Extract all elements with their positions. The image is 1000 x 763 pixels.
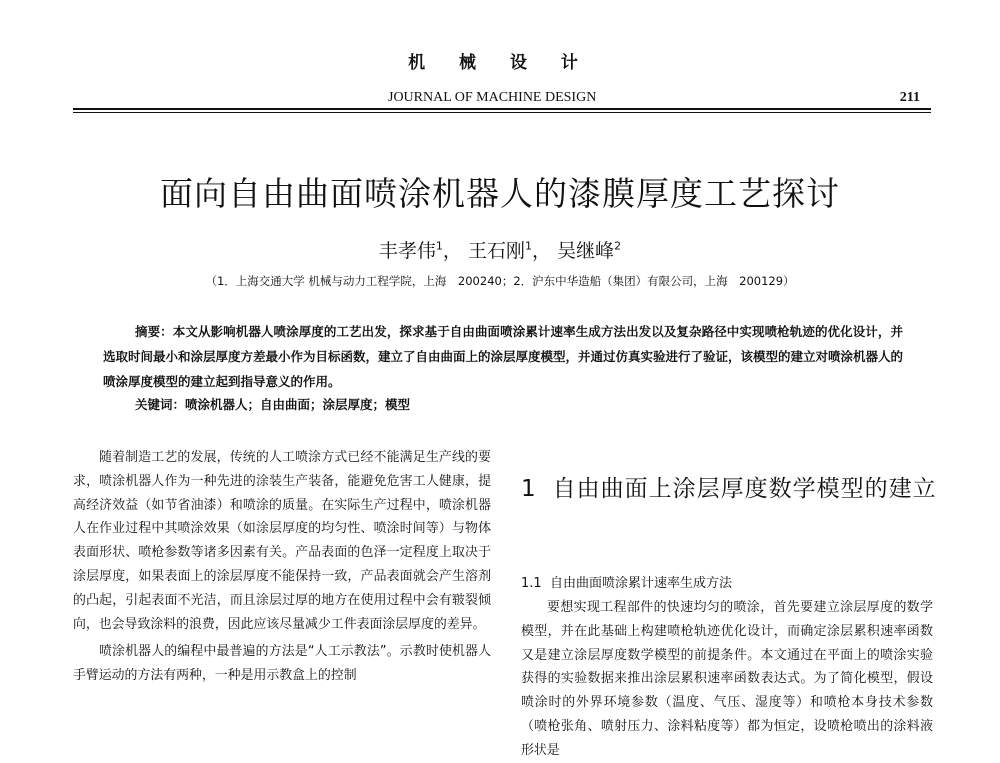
author-name: 吴继峰	[557, 240, 615, 262]
paragraph: 随着制造工艺的发展，传统的人工喷涂方式已经不能满足生产线的要求，喷涂机器人作为一种先进的涂装生产装备，能避免危害工人健康，提高经济效益（如节省油漆）和喷涂的质量。在实际生产过程中，喷涂机器人在作业过程中其喷涂效果（如涂层厚度的均匀性、喷涂时间等）与物体表面形状、喷枪参数等诸多因素有关。产品表面的色泽一定程度上取决于涂层厚度，如果表面上的涂层厚度不能保持一致，产品表面就会产生溶剂的凸起，引起表面不光洁，而且涂层过厚的地方在使用过程中会有皲裂倾向，也会导致涂料的浪费，因此应该尽量减少工件表面涂层厚度的差异。	[73, 450, 491, 632]
page-number: 211	[899, 90, 920, 105]
author-separator: ，	[442, 240, 462, 262]
section-number: 1	[521, 476, 537, 502]
abstract	[103, 319, 903, 394]
journal-name-cn: 机 械 设 计	[408, 53, 592, 73]
subsection-number: 1.1	[521, 576, 542, 591]
paper-title: 面向自由曲面喷涂机器人的漆膜厚度工艺探讨	[160, 174, 840, 213]
header-rule-thin	[73, 112, 931, 113]
abstract-text: 摘要：本文从影响机器人喷涂厚度的工艺出发，探求基于自由曲面喷涂累计速率生成方法出发以及复杂路径中实现喷枪轨迹的优化设计，并选取时间最小和涂层厚度方差最小作为目标函数，建立了自由曲面上的涂层厚度模型，并通过仿真实验进行了验证，该模型的建立对喷涂机器人的喷涂厚度模型的建立起到指导意义的作用。	[103, 324, 904, 389]
body-right-column	[521, 596, 933, 763]
author-name: 王石刚	[467, 240, 525, 262]
keywords: 关键词：喷涂机器人；自由曲面；涂层厚度；模型	[135, 397, 411, 412]
section-title: 自由曲面上涂层厚度数学模型的建立	[552, 476, 937, 502]
subsection-title: 自由曲面喷涂累计速率生成方法	[549, 576, 732, 591]
author-list	[0, 236, 1000, 263]
author-affil-mark: 1	[525, 239, 532, 253]
header-rule-thick	[73, 108, 931, 110]
paragraph: 要想实现工程部件的快速均匀的喷涂，首先要建立涂层厚度的数学模型，并在此基础上构建喷枪轨迹优化设计，而确定涂层累积速率函数又是建立涂层厚度数学模型的前提条件。本文通过在平面上的喷涂实验获得的实验数据来推出涂层累积速率函数表达式。为了简化模型，假设喷涂时的外界环境参数（温度、气压、湿度等）和喷枪本身技术参数（喷枪张角、喷射压力、涂料粘度等）都为恒定，设喷枪喷出的涂料液形状是	[521, 600, 933, 758]
author-name: 丰孝伟	[378, 240, 436, 262]
author-affil-mark: 2	[614, 239, 622, 253]
subsection-heading	[521, 572, 732, 591]
affiliation: （1．上海交通大学 机械与动力工程学院，上海 200240；2．沪东中华造船（集团）有限公司，上海 200129）	[205, 274, 795, 288]
author-affil-mark: 1	[435, 239, 443, 253]
body-left-column	[73, 446, 491, 688]
author-separator: ，	[532, 240, 552, 262]
journal-name-en: JOURNAL OF MACHINE DESIGN	[388, 90, 597, 105]
section-heading	[521, 471, 941, 508]
paragraph: 喷涂机器人的编程中最普遍的方法是“人工示教法”。示教时使机器人手臂运动的方法有两种，一种是用示教盒上的控制	[73, 644, 491, 684]
